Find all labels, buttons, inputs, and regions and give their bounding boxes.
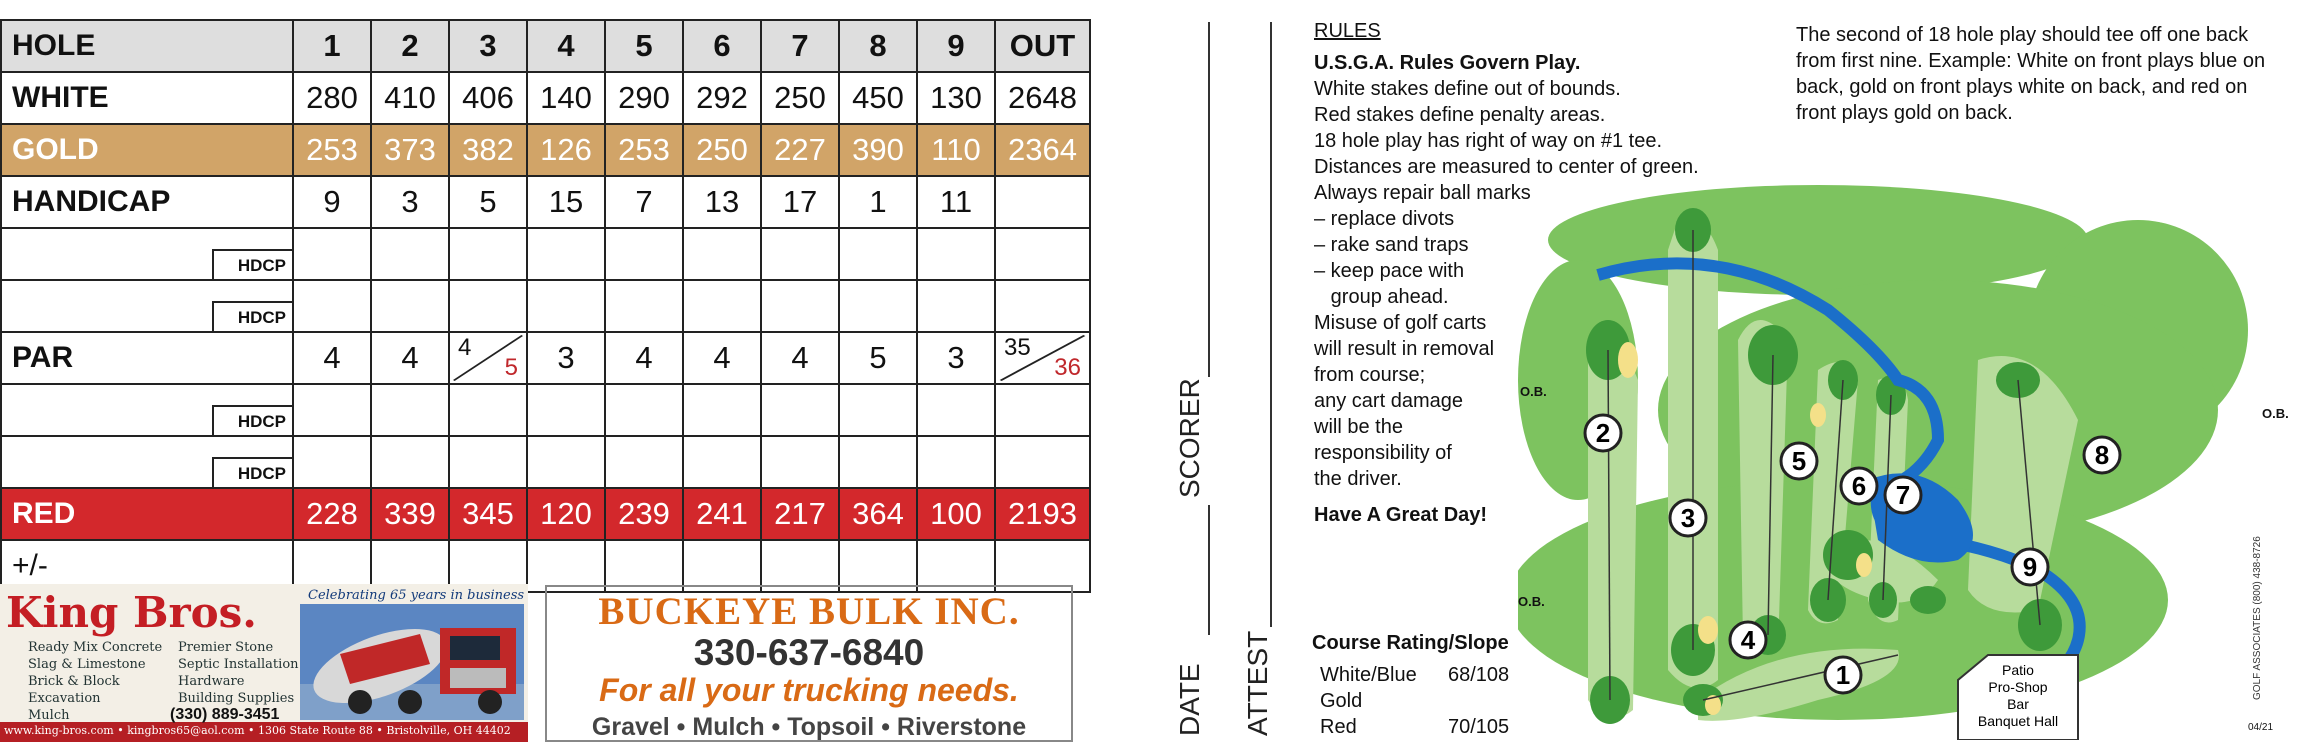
score-entry-cell[interactable]: [527, 228, 605, 280]
score-entry-cell[interactable]: [683, 228, 761, 280]
score-entry-cell[interactable]: [293, 280, 371, 332]
king-bros-footer: www.king-bros.com • kingbros65@aol.com • 1306 State Route 88 • Bristolville, OH 44402: [4, 724, 511, 737]
rating-tee: White/Blue: [1320, 664, 1417, 686]
table-row: [1, 280, 1090, 332]
handicap-cell: 5: [449, 176, 527, 228]
score-entry-cell[interactable]: [839, 436, 917, 488]
hdcp-player-cell: [1, 384, 293, 436]
score-entry-cell[interactable]: [527, 436, 605, 488]
rule-line: Misuse of golf carts: [1314, 312, 1487, 334]
plusminus-label: +/-: [1, 540, 293, 592]
score-entry-cell[interactable]: [371, 280, 449, 332]
clubhouse: [1958, 655, 2078, 740]
hdcp-player-cell: [1, 228, 293, 280]
white-cell: 450: [839, 72, 917, 124]
hole-header: HOLE: [1, 20, 293, 72]
service-item: Premier Stone: [178, 640, 274, 655]
king-bros-slogan: Celebrating 65 years in business: [308, 588, 525, 603]
white-cell: 280: [293, 72, 371, 124]
hole-number: 2: [1595, 418, 1611, 448]
score-entry-cell[interactable]: [527, 384, 605, 436]
rule-line: Always repair ball marks: [1314, 182, 1531, 204]
score-entry-cell[interactable]: [293, 384, 371, 436]
par-back: 36: [1054, 354, 1081, 381]
handicap-cell: 7: [605, 176, 683, 228]
gold-cell: 227: [761, 124, 839, 176]
gold-cell: 110: [917, 124, 995, 176]
handicap-cell: [995, 176, 1090, 228]
par-cell: 5: [839, 332, 917, 384]
score-entry-cell[interactable]: [917, 436, 995, 488]
tee-note: The second of 18 hole play should tee off one back from first nine. Example: White on front plays blue on back, gold on front plays white on back, and red on front plays gold on back.: [1796, 24, 2266, 124]
par-cell: 4: [371, 332, 449, 384]
white-cell: 290: [605, 72, 683, 124]
score-entry-cell[interactable]: [371, 228, 449, 280]
score-entry-cell[interactable]: [995, 228, 1090, 280]
red-cell: 339: [371, 488, 449, 540]
rules-heading: RULES: [1314, 20, 1381, 42]
par-back: 5: [504, 354, 518, 381]
red-cell: 345: [449, 488, 527, 540]
white-cell: 250: [761, 72, 839, 124]
gold-cell: 390: [839, 124, 917, 176]
service-item: Slag & Limestone: [28, 657, 146, 672]
score-entry-cell[interactable]: [761, 280, 839, 332]
gold-cell: 382: [449, 124, 527, 176]
par-cell: 3: [527, 332, 605, 384]
hole-col-OUT: OUT: [995, 20, 1090, 72]
table-row: [1, 72, 1090, 124]
gold-cell: 253: [293, 124, 371, 176]
table-row: [1, 20, 1090, 72]
hole-number: 1: [1835, 660, 1851, 690]
handicap-label: HANDICAP: [1, 176, 293, 228]
rule-line: group ahead.: [1314, 286, 1449, 308]
rule-line: Red stakes define penalty areas.: [1314, 104, 1606, 126]
par-cell: 4: [761, 332, 839, 384]
score-entry-cell[interactable]: [527, 280, 605, 332]
table-row: [1, 124, 1090, 176]
handicap-cell: 9: [293, 176, 371, 228]
hdcp-box[interactable]: HDCP: [212, 301, 292, 331]
hdcp-box[interactable]: HDCP: [212, 405, 292, 435]
rating-heading: Course Rating/Slope: [1312, 632, 1509, 654]
red-cell: 228: [293, 488, 371, 540]
king-bros-phone: (330) 889-3451: [170, 706, 280, 723]
white-cell: 130: [917, 72, 995, 124]
hole-col-8: 8: [839, 20, 917, 72]
rules-usga: U.S.G.A. Rules Govern Play.: [1314, 52, 1581, 74]
rule-line: – replace divots: [1314, 208, 1455, 230]
king-bros-logo: King Bros.: [6, 588, 257, 637]
hole-number: 8: [2094, 440, 2110, 470]
hole-number: 4: [1740, 625, 1756, 655]
score-entry-cell[interactable]: [995, 280, 1090, 332]
handicap-cell: 1: [839, 176, 917, 228]
rating-tee: Gold: [1320, 690, 1363, 712]
par-label: PAR: [1, 332, 293, 384]
date-label: DATE: [1174, 663, 1205, 736]
white-cell: 2648: [995, 72, 1090, 124]
course-map: [1518, 180, 2258, 740]
rule-line: – rake sand traps: [1314, 234, 1469, 256]
buckeye-bulk-ad: [545, 585, 1073, 742]
hole-col-5: 5: [605, 20, 683, 72]
truck-image: [300, 604, 524, 720]
buckeye-phone: 330-637-6840: [693, 632, 925, 673]
score-entry-cell[interactable]: [839, 280, 917, 332]
hole-col-7: 7: [761, 20, 839, 72]
scorer-label: SCORER: [1174, 378, 1205, 498]
clubhouse-label: Pro-Shop: [1988, 679, 2048, 695]
score-entry-cell[interactable]: [449, 384, 527, 436]
par-cell: 4: [683, 332, 761, 384]
gold-cell: 250: [683, 124, 761, 176]
rule-line: will result in removal: [1314, 338, 1495, 360]
score-entry-cell[interactable]: [293, 228, 371, 280]
king-bros-services-col1: [28, 639, 162, 724]
hdcp-box[interactable]: HDCP: [212, 457, 292, 487]
scorer-line-top: [1208, 22, 1210, 377]
white-label: WHITE: [1, 72, 293, 124]
rating-tee: Red: [1320, 716, 1357, 738]
buckeye-products: Gravel • Mulch • Topsoil • Riverstone: [591, 713, 1027, 741]
white-cell: 292: [683, 72, 761, 124]
handicap-cell: 15: [527, 176, 605, 228]
table-row: [1, 176, 1090, 228]
par-front: 4: [458, 334, 472, 361]
score-entry-cell[interactable]: [995, 436, 1090, 488]
rating-value: 70/105: [1448, 716, 1510, 738]
hole-col-9: 9: [917, 20, 995, 72]
hole-col-1: 1: [293, 20, 371, 72]
table-row: [1, 332, 1090, 384]
rule-line: the driver.: [1314, 468, 1402, 490]
clubhouse-label: Banquet Hall: [1977, 713, 2059, 729]
score-entry-cell[interactable]: [449, 436, 527, 488]
score-entry-cell[interactable]: [683, 384, 761, 436]
par-cell: 3: [917, 332, 995, 384]
red-cell: 217: [761, 488, 839, 540]
ob-marker-1: O.B.: [1520, 384, 1547, 399]
score-entry-cell[interactable]: [761, 384, 839, 436]
service-item: Ready Mix Concrete: [28, 640, 163, 655]
rules-great-day: Have A Great Day!: [1314, 504, 1488, 526]
par-split-cell: [995, 332, 1090, 384]
red-cell: 120: [527, 488, 605, 540]
hole-number: 3: [1680, 503, 1696, 533]
score-entry-cell[interactable]: [683, 436, 761, 488]
hole-number: 9: [2022, 552, 2038, 582]
designer-credit: GOLF ASSOCIATES (800) 438-8726: [2252, 536, 2263, 700]
gold-cell: 126: [527, 124, 605, 176]
handicap-cell: 13: [683, 176, 761, 228]
handicap-cell: 11: [917, 176, 995, 228]
fairway-2: [1588, 338, 1638, 718]
score-entry-cell[interactable]: [761, 228, 839, 280]
score-entry-cell[interactable]: [605, 384, 683, 436]
score-entry-cell[interactable]: [371, 384, 449, 436]
red-cell: 364: [839, 488, 917, 540]
score-entry-cell[interactable]: [683, 280, 761, 332]
scorecard-table: [0, 19, 1091, 593]
score-entry-cell[interactable]: [839, 384, 917, 436]
score-entry-cell[interactable]: [605, 436, 683, 488]
rule-line: will be the: [1314, 416, 1403, 438]
table-row: [1, 228, 1090, 280]
table-row: [1, 488, 1090, 540]
rule-line: 18 hole play has right of way on #1 tee.: [1314, 130, 1663, 152]
red-cell: 100: [917, 488, 995, 540]
rule-line: any cart damage: [1314, 390, 1463, 412]
attest-line: [1270, 22, 1272, 627]
red-cell: 239: [605, 488, 683, 540]
rating-value: 68/108: [1448, 664, 1510, 686]
service-item: Mulch: [28, 708, 70, 723]
red-label: RED: [1, 488, 293, 540]
hdcp-player-cell: [1, 280, 293, 332]
score-entry-cell[interactable]: [449, 228, 527, 280]
ob-marker-3: O.B.: [2262, 406, 2289, 421]
score-entry-cell[interactable]: [605, 280, 683, 332]
hole-col-2: 2: [371, 20, 449, 72]
course-rating: [1312, 630, 1509, 740]
rule-line: from course;: [1314, 364, 1426, 386]
score-entry-cell[interactable]: [371, 436, 449, 488]
white-cell: 406: [449, 72, 527, 124]
rule-line: – keep pace with: [1314, 260, 1465, 282]
rule-line: Distances are measured to center of green.: [1314, 156, 1699, 178]
buckeye-tagline: For all your trucking needs.: [599, 672, 1019, 708]
hole-number: 6: [1851, 471, 1867, 501]
king-bros-ad: [0, 584, 528, 742]
hdcp-box[interactable]: HDCP: [212, 249, 292, 279]
hdcp-player-cell: [1, 436, 293, 488]
red-cell: 241: [683, 488, 761, 540]
white-cell: 410: [371, 72, 449, 124]
par-cell: 4: [293, 332, 371, 384]
version-code: 04/21: [2248, 722, 2274, 733]
service-item: Brick & Block: [28, 674, 120, 689]
hole-col-6: 6: [683, 20, 761, 72]
hole-number: 5: [1791, 446, 1807, 476]
score-entry-cell[interactable]: [761, 436, 839, 488]
par-cell: 4: [605, 332, 683, 384]
service-item: Excavation: [28, 691, 101, 706]
service-item: Building Supplies: [178, 691, 295, 706]
score-entry-cell[interactable]: [293, 436, 371, 488]
clubhouse-label: Patio: [2002, 662, 2034, 678]
gold-cell: 2364: [995, 124, 1090, 176]
par-front: 35: [1004, 334, 1031, 361]
score-entry-cell[interactable]: [917, 384, 995, 436]
table-row: [1, 436, 1090, 488]
service-item: Hardware: [178, 674, 245, 689]
score-entry-cell[interactable]: [917, 228, 995, 280]
white-cell: 140: [527, 72, 605, 124]
hole-number: 7: [1895, 480, 1911, 510]
red-cell: 2193: [995, 488, 1090, 540]
rule-line: White stakes define out of bounds.: [1314, 78, 1621, 100]
hole-col-3: 3: [449, 20, 527, 72]
score-entry-cell[interactable]: [449, 280, 527, 332]
par-split-cell: [449, 332, 527, 384]
score-entry-cell[interactable]: [605, 228, 683, 280]
buckeye-name: BUCKEYE BULK INC.: [598, 590, 1020, 633]
hole-col-4: 4: [527, 20, 605, 72]
king-bros-services-col2: [178, 639, 299, 707]
clubhouse-label: Bar: [2007, 696, 2029, 712]
score-entry-cell[interactable]: [839, 228, 917, 280]
handicap-cell: 17: [761, 176, 839, 228]
gold-cell: 253: [605, 124, 683, 176]
score-entry-cell[interactable]: [995, 384, 1090, 436]
gold-label: GOLD: [1, 124, 293, 176]
handicap-cell: 3: [371, 176, 449, 228]
service-item: Septic Installation: [178, 657, 299, 672]
attest-label: ATTEST: [1242, 630, 1273, 736]
gold-cell: 373: [371, 124, 449, 176]
rule-line: responsibility of: [1314, 442, 1452, 464]
score-entry-cell[interactable]: [917, 280, 995, 332]
table-row: [1, 384, 1090, 436]
ob-marker-2: O.B.: [1518, 594, 1545, 609]
scorer-line-bottom: [1208, 505, 1210, 635]
